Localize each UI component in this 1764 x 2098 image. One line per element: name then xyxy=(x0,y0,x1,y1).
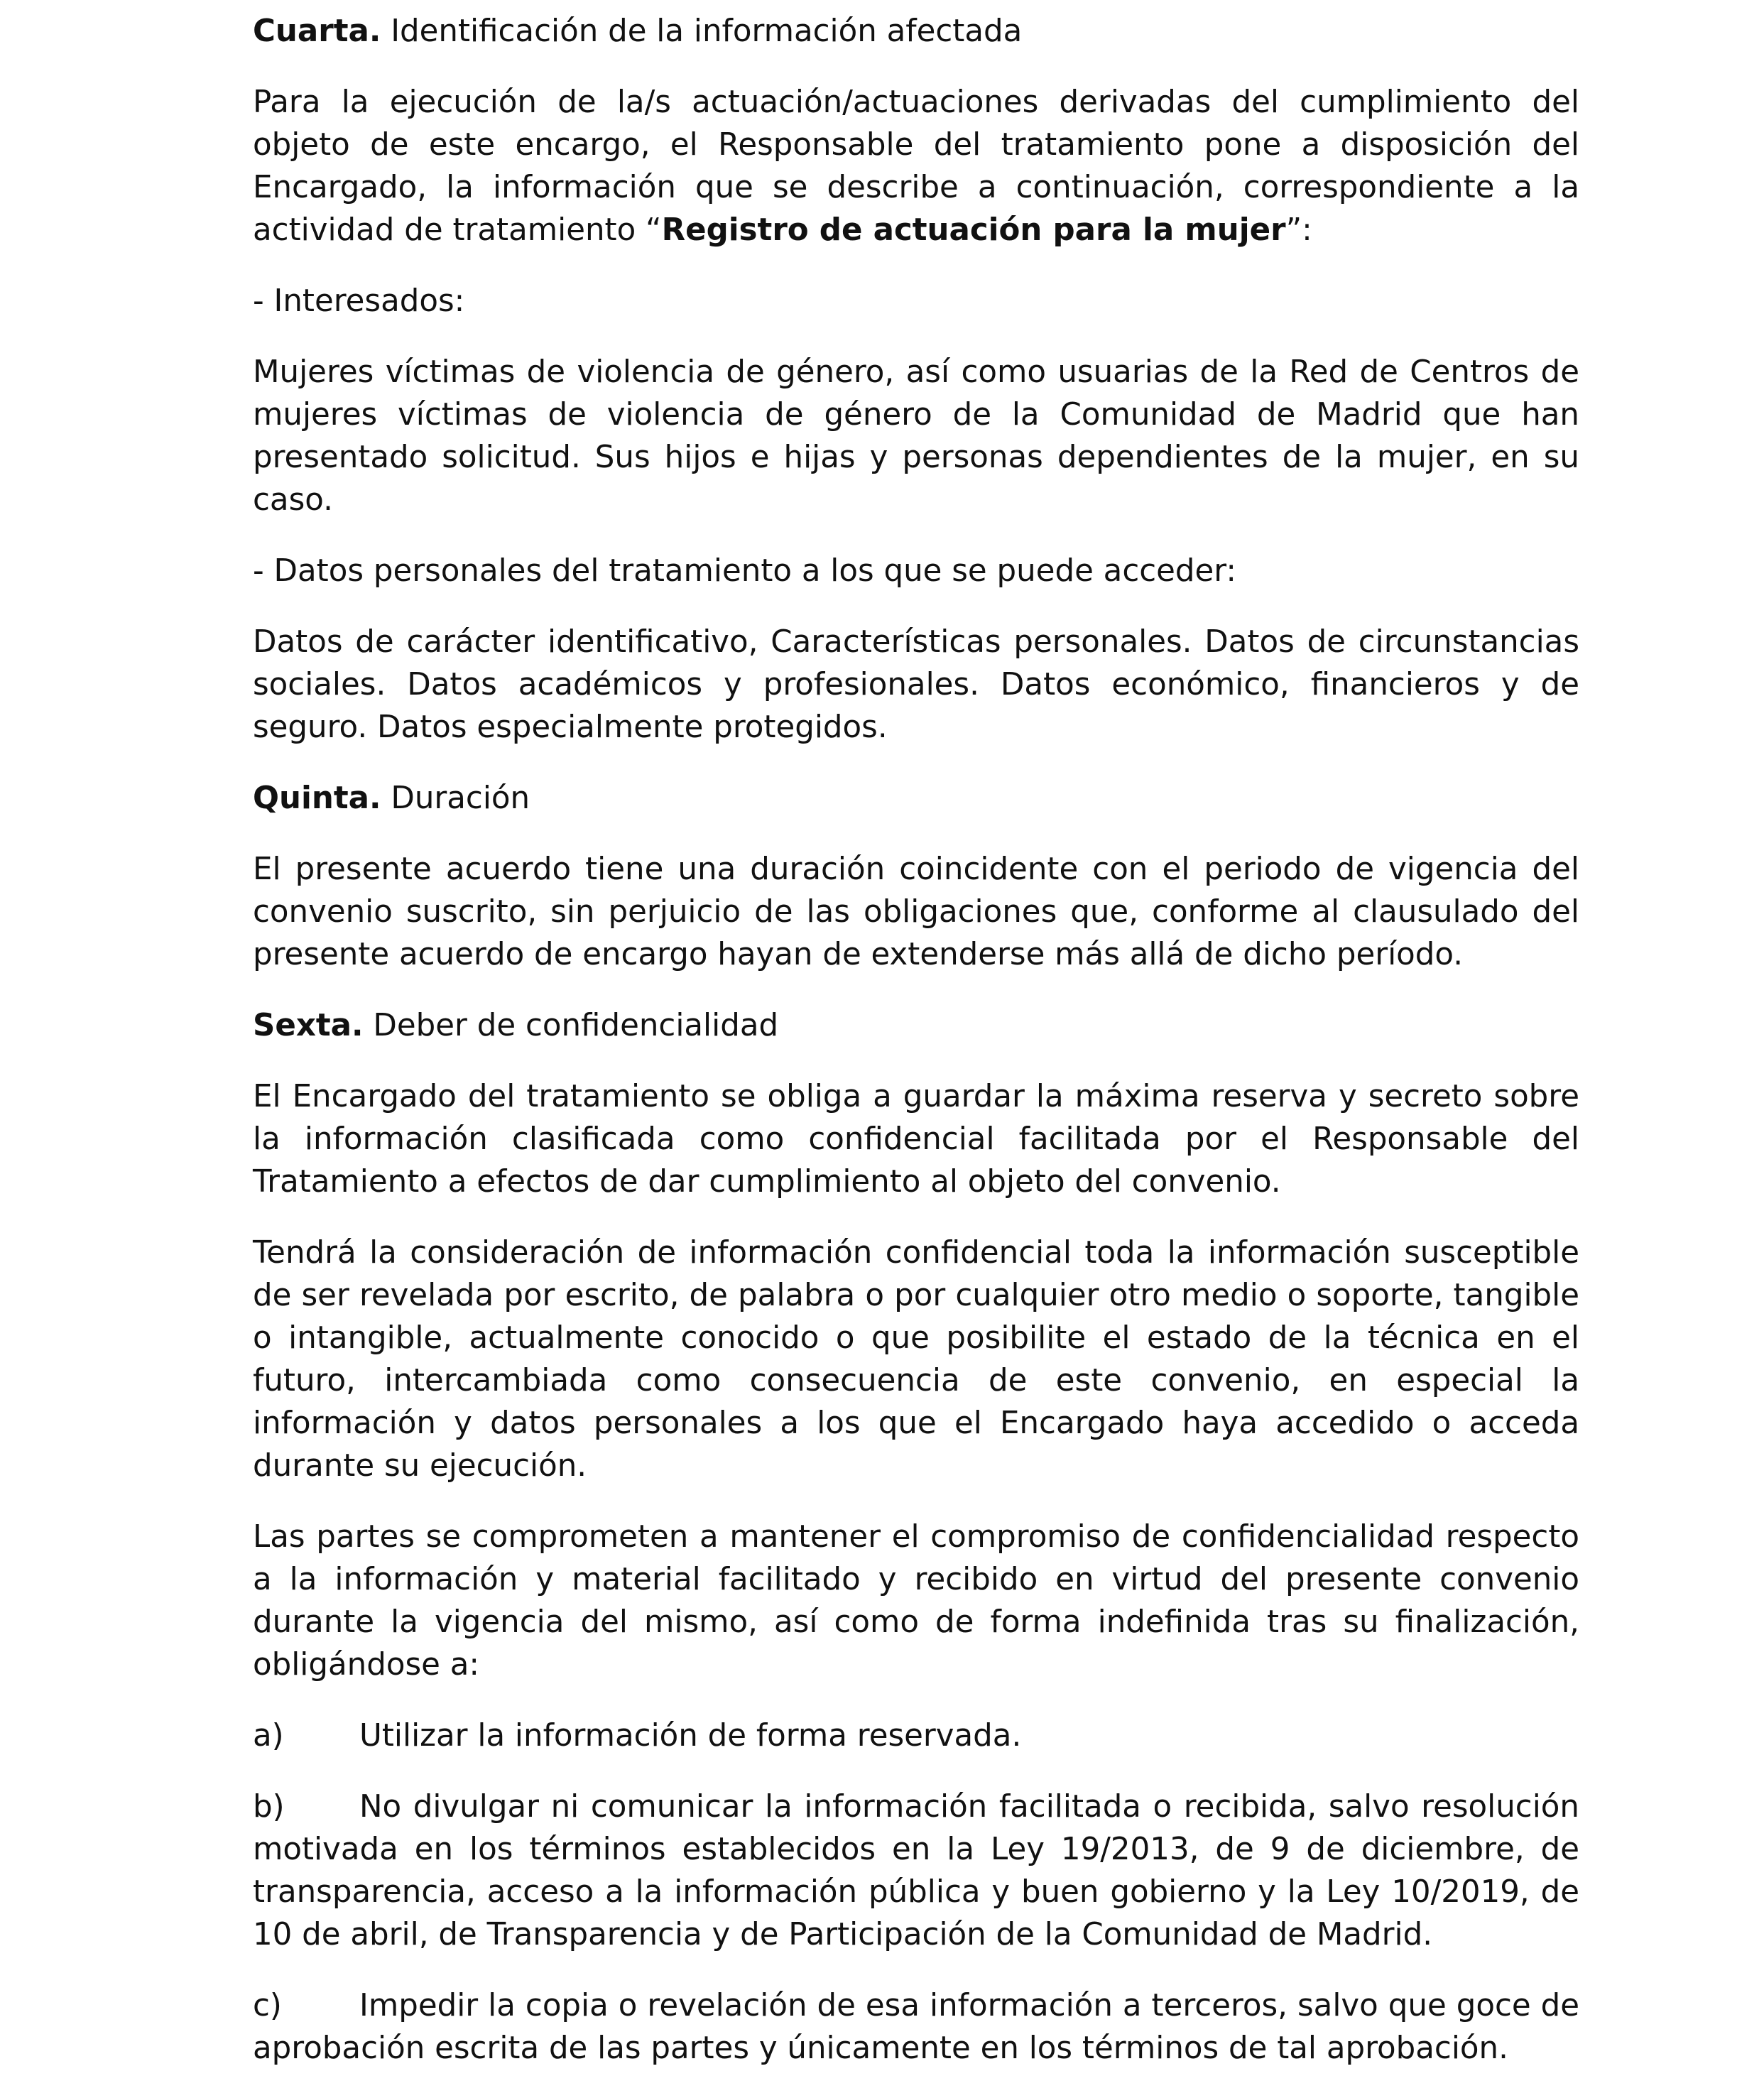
list-item-text: Utilizar la información de forma reservada. xyxy=(359,1718,1022,1754)
section-label: Cuarta. xyxy=(253,13,381,49)
cuarta-intro-paragraph xyxy=(253,81,1579,251)
list-item-a xyxy=(253,1714,1579,1757)
section-label: Quinta. xyxy=(253,781,381,816)
activity-name: Registro de actuación para la mujer xyxy=(661,212,1286,248)
section-title: Deber de confidencialidad xyxy=(373,1008,779,1043)
list-item-label: b) xyxy=(253,1789,285,1825)
interesados-paragraph: Mujeres víctimas de violencia de género, así como usuarias de la Red de Centros de mujeres víctimas de violencia de género de la Comunidad de Madrid que han presentado solicitud. Sus hijos e hijas y personas dependientes de la mujer, en su caso. xyxy=(253,354,1579,518)
list-item-text: No divulgar ni comunicar la información facilitada o recibida, salvo resolución motivada en los términos establecidos en la Ley 19/2013, de 9 de diciembre, de transparencia, acceso a la información pública y buen gobierno y la Ley 10/2019, de 10 de abril, de Transparencia y de Participación de la Comunidad de Madrid. xyxy=(253,1789,1579,1952)
list-item-text: Impedir la copia o revelación de esa información a terceros, salvo que goce de aprobación escrita de las partes y únicamente en los términos de tal aprobación. xyxy=(253,1988,1579,2066)
list-item-label: c) xyxy=(253,1988,282,2023)
interesados-label: - Interesados: xyxy=(253,283,465,319)
section-label: Sexta. xyxy=(253,1008,364,1043)
sexta-paragraph-2: Tendrá la consideración de información confidencial toda la información susceptible de ser revelada por escrito, de palabra o por cualquier otro medio o soporte, tangible o intangible, actualmente conocido o que posibilite el estado de la técnica en el futuro, intercambiada como consecuencia de este convenio, en especial la información y datos personales a los que el Encargado haya accedido o acceda durante su ejecución. xyxy=(253,1235,1579,1484)
section-heading-quinta xyxy=(253,777,1579,820)
document-page xyxy=(253,10,1579,2098)
list-item-b xyxy=(253,1786,1579,1956)
sexta-paragraph-3: Las partes se comprometen a mantener el compromiso de confidencialidad respecto a la información y material facilitado y recibido en virtud del presente convenio durante la vigencia del mismo, así como de forma indefinida tras su finalización, obligándose a: xyxy=(253,1519,1579,1683)
datos-personales-paragraph: Datos de carácter identificativo, Características personales. Datos de circunstancias sociales. Datos académicos y profesionales. Datos económico, financieros y de seguro. Datos especialmente protegidos. xyxy=(253,624,1579,745)
datos-personales-label: - Datos personales del tratamiento a los que se puede acceder: xyxy=(253,553,1237,589)
list-item-c xyxy=(253,1984,1579,2070)
intro-text: Para la ejecución de la/s actuación/actuaciones derivadas del cumplimiento del objeto de este encargo, el Responsable del tratamiento pone a disposición del Encargado, la información que se describe a continuación, correspondiente a la actividad de tratamiento “ xyxy=(253,85,1579,248)
section-heading-cuarta xyxy=(253,10,1579,53)
sexta-paragraph-1: El Encargado del tratamiento se obliga a guardar la máxima reserva y secreto sobre la información clasificada como confidencial facilitada por el Responsable del Tratamiento a efectos de dar cumplimiento al objeto del convenio. xyxy=(253,1079,1579,1200)
section-title: Identificación de la información afectada xyxy=(391,13,1023,49)
quinta-paragraph: El presente acuerdo tiene una duración coincidente con el periodo de vigencia del convenio suscrito, sin perjuicio de las obligaciones que, conforme al clausulado del presente acuerdo de encargo hayan de extenderse más allá de dicho período. xyxy=(253,852,1579,972)
intro-closing: ”: xyxy=(1285,212,1312,248)
section-title: Duración xyxy=(391,781,530,816)
list-item-label: a) xyxy=(253,1718,284,1754)
section-heading-sexta xyxy=(253,1004,1579,1047)
